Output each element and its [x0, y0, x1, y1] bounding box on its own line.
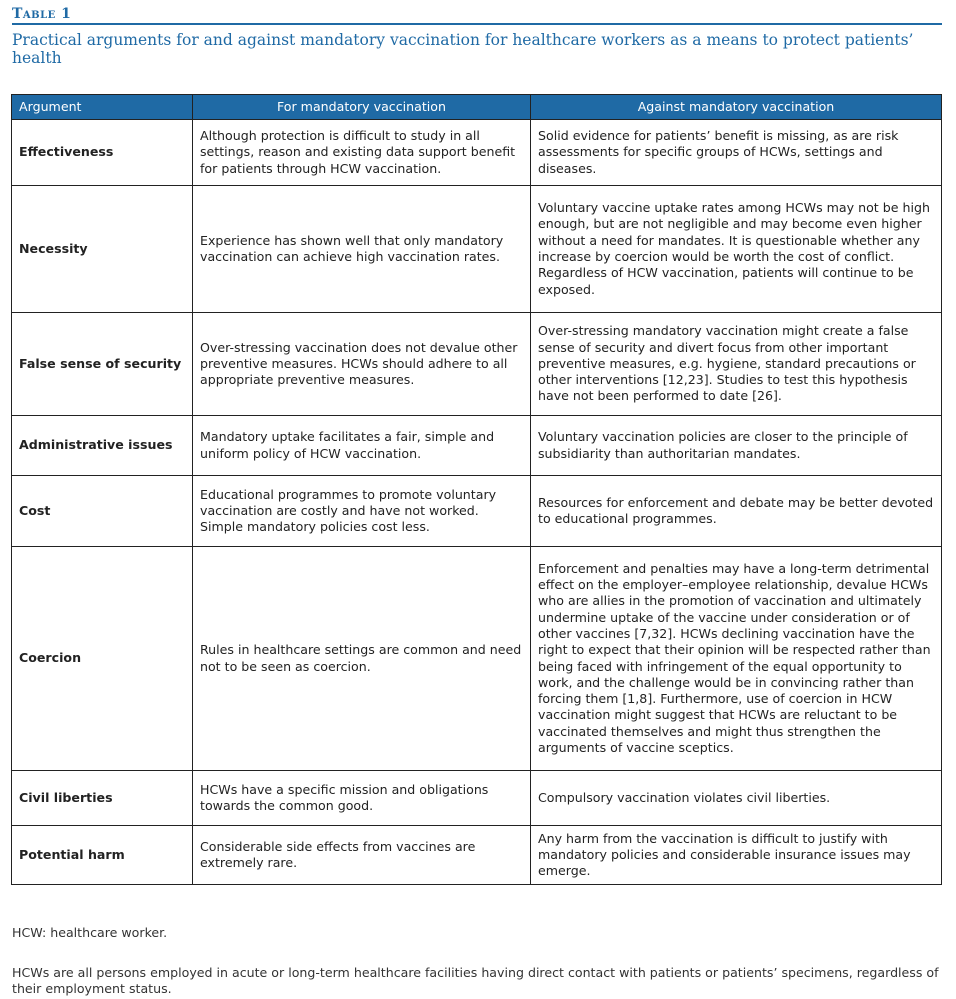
- for-cell: Experience has shown well that only mandatory vaccination can achieve high vaccination rates.: [193, 186, 531, 313]
- for-cell: Rules in healthcare settings are common and need not to be seen as coercion.: [193, 547, 531, 771]
- footnote-definition: HCWs are all persons employed in acute or long-term healthcare facilities having direct contact with patients or patients’ specimens, regardless of their employment status.: [12, 965, 939, 996]
- for-cell: Over-stressing vaccination does not devalue other preventive measures. HCWs should adhere to all appropriate preventive measures.: [193, 313, 531, 416]
- for-cell: HCWs have a specific mission and obligations towards the common good.: [193, 771, 531, 826]
- argument-cell: Cost: [12, 476, 193, 547]
- table-row: [12, 826, 942, 885]
- against-cell: Voluntary vaccine uptake rates among HCWs may not be high enough, but are not negligible and may become even higher without a need for mandates. It is questionable whether any increase by coercion would be worth the cost of conflict. Regardless of HCW vaccination, patients will continue to be exposed.: [531, 186, 942, 313]
- argument-cell: Potential harm: [12, 826, 193, 885]
- against-cell: Over-stressing mandatory vaccination might create a false sense of security and divert focus from other important preventive measures, e.g. hygiene, standard precautions or other interventions [12,23]. Studies to test this hypothesis have not been performed to date [26].: [531, 313, 942, 416]
- against-cell: Voluntary vaccination policies are closer to the principle of subsidiarity than authoritarian mandates.: [531, 416, 942, 476]
- against-cell: Resources for enforcement and debate may be better devoted to educational programmes.: [531, 476, 942, 547]
- argument-cell: Civil liberties: [12, 771, 193, 826]
- argument-cell: Necessity: [12, 186, 193, 313]
- against-cell: Solid evidence for patients’ benefit is missing, as are risk assessments for specific groups of HCWs, settings and diseases.: [531, 120, 942, 186]
- table-row: [12, 416, 942, 476]
- argument-cell: Effectiveness: [12, 120, 193, 186]
- table-row: [12, 771, 942, 826]
- for-cell: Mandatory uptake facilitates a fair, simple and uniform policy of HCW vaccination.: [193, 416, 531, 476]
- title-rule: [12, 23, 942, 25]
- against-cell: Compulsory vaccination violates civil liberties.: [531, 771, 942, 826]
- table-label: Table 1: [12, 6, 72, 22]
- against-cell: Any harm from the vaccination is difficult to justify with mandatory policies and considerable insurance issues may emerge.: [531, 826, 942, 885]
- for-cell: Considerable side effects from vaccines are extremely rare.: [193, 826, 531, 885]
- table-row: [12, 120, 942, 186]
- header-argument: Argument: [12, 95, 193, 120]
- argument-cell: False sense of security: [12, 313, 193, 416]
- argument-cell: Coercion: [12, 547, 193, 771]
- against-cell: Enforcement and penalties may have a long-term detrimental effect on the employer–employee relationship, devalue HCWs who are allies in the promotion of vaccination and ultimately undermine uptake of the vaccine under consideration or of other vaccines [7,32]. HCWs declining vaccination have the right to expect that their opinion will be respected rather than being faced with infringement of the equal opportunity to work, and the challenge would be in convincing rather than forcing them [1,8]. Furthermore, use of coercion in HCW vaccination might suggest that HCWs are reluctant to be vaccinated themselves and might thus strengthen the arguments of vaccine sceptics.: [531, 547, 942, 771]
- table-row: [12, 547, 942, 771]
- table-row: [12, 476, 942, 547]
- table-caption: Practical arguments for and against mandatory vaccination for healthcare workers as a means to protect patients’ health: [12, 31, 914, 67]
- table-row: [12, 186, 942, 313]
- table-row: [12, 313, 942, 416]
- argument-cell: Administrative issues: [12, 416, 193, 476]
- header-for: For mandatory vaccination: [193, 95, 531, 120]
- header-row: [12, 95, 942, 120]
- header-against: Against mandatory vaccination: [531, 95, 942, 120]
- for-cell: Although protection is difficult to study in all settings, reason and existing data support benefit for patients through HCW vaccination.: [193, 120, 531, 186]
- footnote-abbreviation: HCW: healthcare worker.: [12, 925, 168, 940]
- arguments-table: [11, 94, 942, 885]
- for-cell: Educational programmes to promote voluntary vaccination are costly and have not worked. Simple mandatory policies cost less.: [193, 476, 531, 547]
